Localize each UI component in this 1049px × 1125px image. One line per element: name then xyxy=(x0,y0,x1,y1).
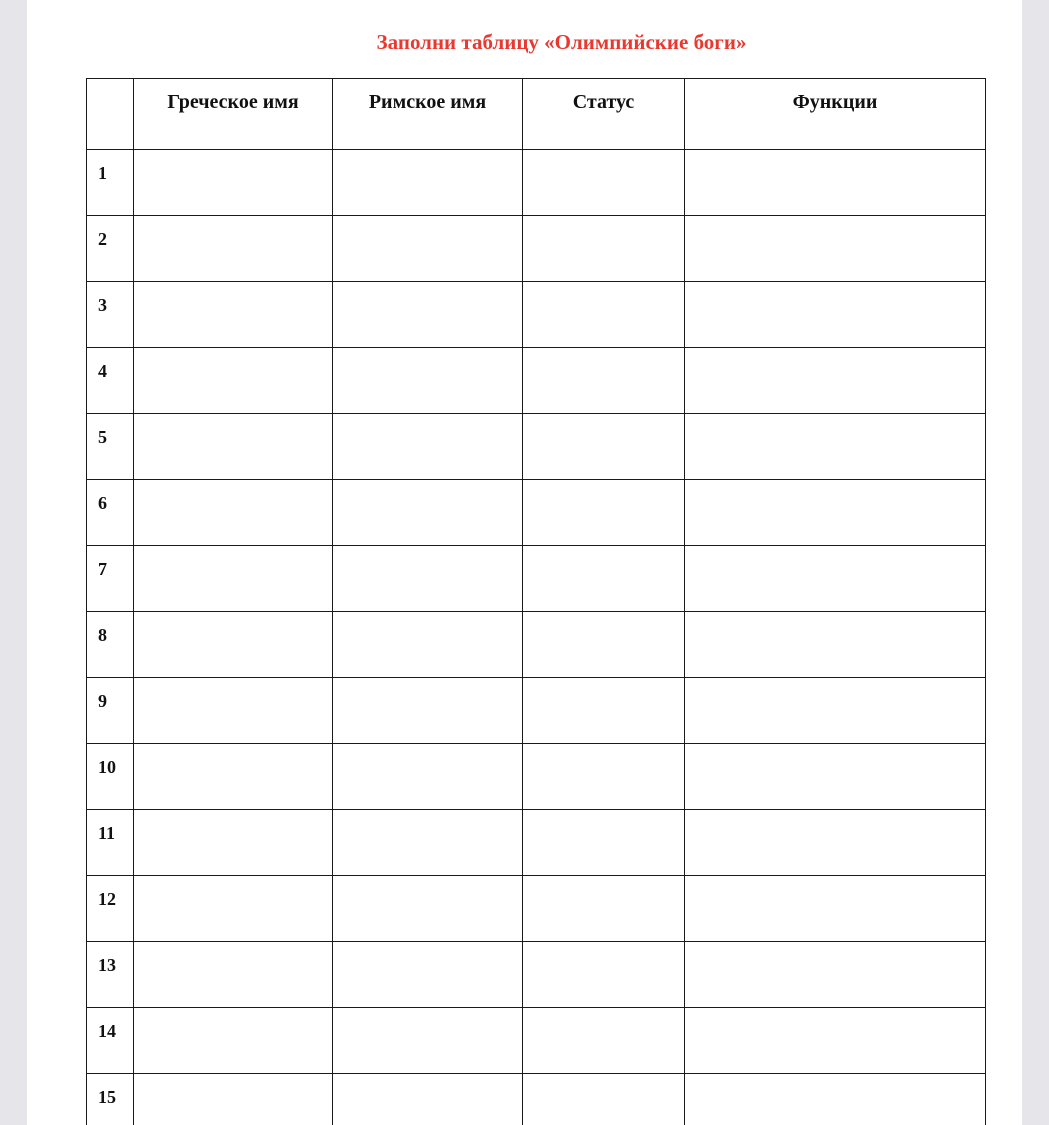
greek-name-cell[interactable] xyxy=(134,546,333,612)
table-row xyxy=(87,282,986,348)
header-status: Статус xyxy=(523,79,685,150)
roman-name-cell[interactable] xyxy=(333,612,523,678)
roman-name-cell[interactable] xyxy=(333,480,523,546)
document-page xyxy=(27,0,1022,1125)
greek-name-cell[interactable] xyxy=(134,1074,333,1125)
table-row xyxy=(87,546,986,612)
roman-name-cell[interactable] xyxy=(333,744,523,810)
row-number: 2 xyxy=(87,216,134,282)
functions-cell[interactable] xyxy=(685,810,986,876)
greek-name-cell[interactable] xyxy=(134,744,333,810)
table-row xyxy=(87,744,986,810)
roman-name-cell[interactable] xyxy=(333,810,523,876)
status-cell[interactable] xyxy=(523,1008,685,1074)
functions-cell[interactable] xyxy=(685,282,986,348)
roman-name-cell[interactable] xyxy=(333,348,523,414)
functions-cell[interactable] xyxy=(685,216,986,282)
row-number: 15 xyxy=(87,1074,134,1125)
functions-cell[interactable] xyxy=(685,480,986,546)
roman-name-cell[interactable] xyxy=(333,216,523,282)
table-row xyxy=(87,348,986,414)
header-greek-name: Греческое имя xyxy=(134,79,333,150)
roman-name-cell[interactable] xyxy=(333,282,523,348)
functions-cell[interactable] xyxy=(685,744,986,810)
greek-name-cell[interactable] xyxy=(134,150,333,216)
row-number: 1 xyxy=(87,150,134,216)
table-row xyxy=(87,216,986,282)
functions-cell[interactable] xyxy=(685,678,986,744)
roman-name-cell[interactable] xyxy=(333,876,523,942)
functions-cell[interactable] xyxy=(685,942,986,1008)
row-number: 3 xyxy=(87,282,134,348)
greek-name-cell[interactable] xyxy=(134,480,333,546)
status-cell[interactable] xyxy=(523,876,685,942)
row-number: 5 xyxy=(87,414,134,480)
row-number: 9 xyxy=(87,678,134,744)
greek-name-cell[interactable] xyxy=(134,810,333,876)
table-header-row xyxy=(87,79,986,150)
greek-name-cell[interactable] xyxy=(134,678,333,744)
row-number: 4 xyxy=(87,348,134,414)
table-row xyxy=(87,1008,986,1074)
olympic-gods-table xyxy=(86,78,986,1125)
row-number: 6 xyxy=(87,480,134,546)
status-cell[interactable] xyxy=(523,612,685,678)
header-functions: Функции xyxy=(685,79,986,150)
roman-name-cell[interactable] xyxy=(333,546,523,612)
roman-name-cell[interactable] xyxy=(333,1074,523,1125)
row-number: 12 xyxy=(87,876,134,942)
row-number: 8 xyxy=(87,612,134,678)
table-row xyxy=(87,1074,986,1125)
table-row xyxy=(87,678,986,744)
greek-name-cell[interactable] xyxy=(134,942,333,1008)
functions-cell[interactable] xyxy=(685,414,986,480)
table-body xyxy=(87,150,986,1125)
table-row xyxy=(87,810,986,876)
document-title: Заполни таблицу «Олимпийские боги» xyxy=(376,30,747,54)
greek-name-cell[interactable] xyxy=(134,282,333,348)
functions-cell[interactable] xyxy=(685,1008,986,1074)
roman-name-cell[interactable] xyxy=(333,1008,523,1074)
table-row xyxy=(87,480,986,546)
roman-name-cell[interactable] xyxy=(333,678,523,744)
table-row xyxy=(87,876,986,942)
roman-name-cell[interactable] xyxy=(333,942,523,1008)
table-row xyxy=(87,612,986,678)
header-roman-name: Римское имя xyxy=(333,79,523,150)
row-number: 14 xyxy=(87,1008,134,1074)
functions-cell[interactable] xyxy=(685,876,986,942)
functions-cell[interactable] xyxy=(685,1074,986,1125)
greek-name-cell[interactable] xyxy=(134,414,333,480)
functions-cell[interactable] xyxy=(685,612,986,678)
status-cell[interactable] xyxy=(523,942,685,1008)
status-cell[interactable] xyxy=(523,480,685,546)
table-row xyxy=(87,942,986,1008)
table-row xyxy=(87,150,986,216)
status-cell[interactable] xyxy=(523,678,685,744)
greek-name-cell[interactable] xyxy=(134,216,333,282)
greek-name-cell[interactable] xyxy=(134,876,333,942)
status-cell[interactable] xyxy=(523,282,685,348)
status-cell[interactable] xyxy=(523,348,685,414)
functions-cell[interactable] xyxy=(685,150,986,216)
row-number: 11 xyxy=(87,810,134,876)
greek-name-cell[interactable] xyxy=(134,612,333,678)
row-number: 7 xyxy=(87,546,134,612)
status-cell[interactable] xyxy=(523,414,685,480)
greek-name-cell[interactable] xyxy=(134,1008,333,1074)
status-cell[interactable] xyxy=(523,744,685,810)
row-number: 10 xyxy=(87,744,134,810)
row-number: 13 xyxy=(87,942,134,1008)
status-cell[interactable] xyxy=(523,810,685,876)
status-cell[interactable] xyxy=(523,150,685,216)
roman-name-cell[interactable] xyxy=(333,150,523,216)
functions-cell[interactable] xyxy=(685,546,986,612)
greek-name-cell[interactable] xyxy=(134,348,333,414)
functions-cell[interactable] xyxy=(685,348,986,414)
status-cell[interactable] xyxy=(523,1074,685,1125)
status-cell[interactable] xyxy=(523,546,685,612)
roman-name-cell[interactable] xyxy=(333,414,523,480)
status-cell[interactable] xyxy=(523,216,685,282)
header-number xyxy=(87,79,134,150)
table-row xyxy=(87,414,986,480)
